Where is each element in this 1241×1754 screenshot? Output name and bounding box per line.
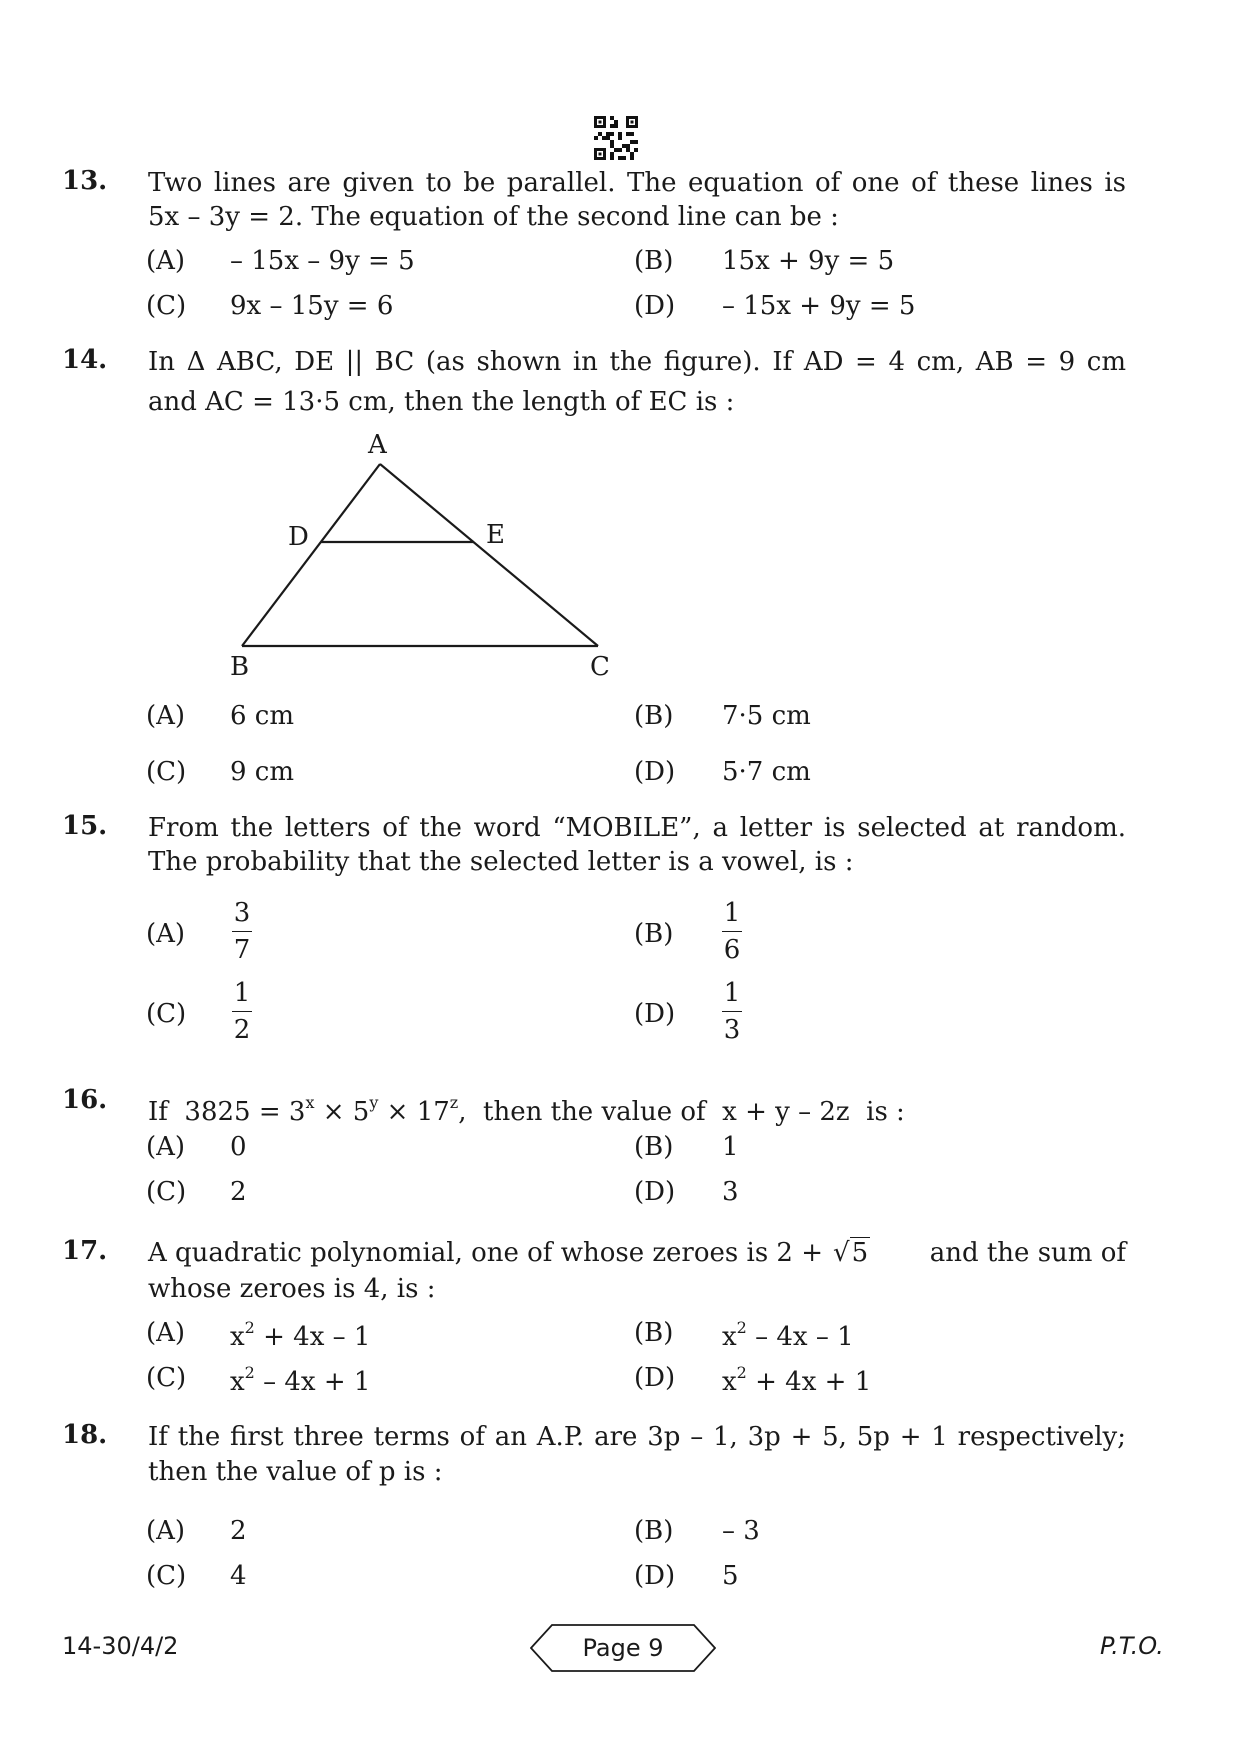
option-c-label: (C) [146,999,187,1029]
option-a-text: – 15x – 9y = 5 [230,246,415,276]
option-c-label: (C) [146,757,187,787]
expr-part: A quadratic polynomial, one of whose zeroes is 2 + [148,1238,824,1268]
option-c-text: 2 [230,1177,247,1207]
question-number: 17. [62,1236,108,1266]
option-b-fraction [722,898,742,965]
numerator: 1 [233,978,251,1008]
option-d-label: (D) [634,291,676,321]
radicand: 5 [851,1238,869,1268]
expr-part: If 3825 = 3 [148,1097,306,1127]
question-number: 13. [62,166,108,196]
option-d-label: (D) [634,1177,676,1207]
option-a-text: $x^2 + 4x - 1$ [230,1318,371,1352]
vertex-label-e: E [486,520,505,550]
question-text-line2: whose zeroes is 4, is : [148,1274,436,1304]
option-b-text: – 3 [722,1516,760,1546]
option-b-label: (B) [634,1516,674,1546]
fraction-bar [232,1011,252,1012]
expr-part: × 17 [378,1097,450,1127]
option-b-label: (B) [634,919,674,949]
option-b-text: 7·5 cm [722,701,811,731]
option-a-label: (A) [146,246,186,276]
page-number: Page 9 [582,1634,664,1662]
question-number: 15. [62,811,108,841]
option-c-label: (C) [146,1363,187,1393]
numerator: 3 [233,898,251,928]
option-d-label: (D) [634,1561,676,1591]
option-b-text: 1 [722,1132,739,1162]
option-c-text: 9 cm [230,757,295,787]
question-number: 14. [62,345,108,375]
option-c-label: (C) [146,291,187,321]
option-b-text: $x^2 - 4x - 1$ [722,1318,854,1352]
option-b-label: (B) [634,1318,674,1348]
option-d-label: (D) [634,999,676,1029]
question-text [148,1085,1126,1130]
option-d-label: (D) [634,1363,676,1393]
option-d-text: – 15x + 9y = 5 [722,291,916,321]
option-c-fraction [232,978,252,1045]
denominator: 2 [233,1015,251,1045]
expr-part: , then the value of x + y – 2z is : [458,1097,905,1127]
option-d-text: 3 [722,1177,739,1207]
exponent-x: x [305,1093,315,1112]
option-c-label: (C) [146,1561,187,1591]
exponent-z: z [449,1093,459,1112]
fraction-bar [232,931,252,932]
option-a-label: (A) [146,1318,186,1348]
question-text-line2: and AC = 13·5 cm, then the length of EC is : [148,387,735,417]
vertex-label-d: D [288,522,309,552]
expr-part: × 5 [314,1097,370,1127]
side-ac [380,464,598,646]
denominator: 6 [723,935,741,965]
numerator: 1 [723,978,741,1008]
question-text-line2: 5x – 3y = 2. The equation of the second line can be : [148,202,839,232]
option-a-text: 6 cm [230,701,295,731]
question-text-line1: From the letters of the word “MOBILE”, a letter is selected at random. [148,813,1126,843]
pto-label: P.T.O. [1100,1632,1164,1660]
expr-part: and the sum of [929,1238,1126,1268]
exponent-y: y [369,1093,379,1112]
option-a-text: 2 [230,1516,247,1546]
denominator: 3 [723,1015,741,1045]
side-ab [242,464,380,646]
option-c-text: $x^2 - 4x + 1$ [230,1363,371,1397]
fraction-bar [722,931,742,932]
question-number: 16. [62,1085,108,1115]
question-text-line1: In Δ ABC, DE || BC (as shown in the figure). If AD = 4 cm, AB = 9 cm [148,347,1126,377]
fraction-bar [722,1011,742,1012]
question-text-line2: then the value of p is : [148,1457,443,1487]
question-number: 18. [62,1420,108,1450]
option-c-text: 9x – 15y = 6 [230,291,394,321]
vertex-label-a: A [368,430,387,460]
option-c-label: (C) [146,1177,187,1207]
option-d-text: $x^2 + 4x + 1$ [722,1363,872,1397]
question-text-line2: The probability that the selected letter is a vowel, is : [148,847,854,877]
option-b-label: (B) [634,246,674,276]
triangle-figure [0,0,1241,700]
option-d-text: 5 [722,1561,739,1591]
option-a-label: (A) [146,1516,186,1546]
option-b-label: (B) [634,701,674,731]
option-d-fraction [722,978,742,1045]
question-text-line1: Two lines are given to be parallel. The equation of one of these lines is [148,168,1126,198]
option-a-fraction [232,898,252,965]
option-d-label: (D) [634,757,676,787]
option-b-label: (B) [634,1132,674,1162]
question-text-line1 [148,1236,1126,1271]
option-c-text: 4 [230,1561,247,1591]
question-text-line1: If the first three terms of an A.P. are 3p – 1, 3p + 5, 5p + 1 respectively; [148,1422,1126,1452]
option-a-text: 0 [230,1132,247,1162]
paper-code: 14-30/4/2 [62,1632,179,1660]
vertex-label-c: C [590,652,610,682]
square-root: √5 [833,1238,869,1268]
option-a-label: (A) [146,1132,186,1162]
option-b-text: 15x + 9y = 5 [722,246,895,276]
option-a-label: (A) [146,701,186,731]
vertex-label-b: B [230,652,250,682]
numerator: 1 [723,898,741,928]
denominator: 7 [233,935,251,965]
option-d-text: 5·7 cm [722,757,811,787]
option-a-label: (A) [146,919,186,949]
